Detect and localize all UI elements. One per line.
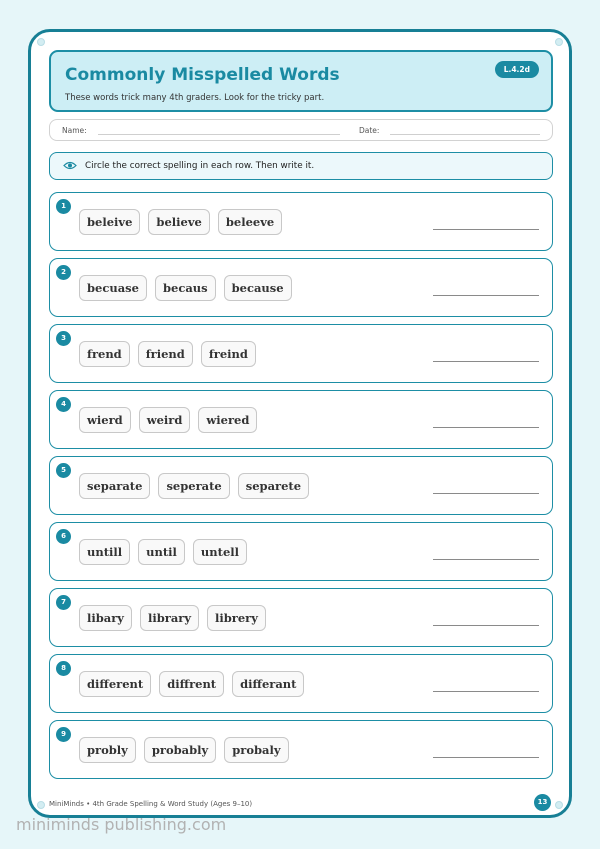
spelling-option[interactable]: wiered — [198, 407, 257, 433]
word-row — [49, 522, 553, 581]
word-row — [49, 720, 553, 779]
word-row — [49, 192, 553, 251]
date-field[interactable] — [390, 134, 540, 135]
spelling-option[interactable]: frend — [79, 341, 130, 367]
name-label: Name: — [62, 126, 87, 135]
answer-line[interactable] — [433, 361, 539, 362]
spelling-option[interactable]: separate — [79, 473, 150, 499]
corner-dot — [37, 801, 45, 809]
page-subtitle: These words trick many 4th graders. Look for the tricky part. — [65, 93, 325, 103]
spelling-options — [79, 341, 256, 367]
corner-dot — [555, 801, 563, 809]
spelling-option[interactable]: freind — [201, 341, 256, 367]
spelling-option[interactable]: untell — [193, 539, 247, 565]
page-title: Commonly Misspelled Words — [65, 65, 340, 85]
spelling-option[interactable]: librery — [207, 605, 266, 631]
spelling-option[interactable]: friend — [138, 341, 193, 367]
spelling-option[interactable]: beleeve — [218, 209, 282, 235]
answer-line[interactable] — [433, 229, 539, 230]
row-number: 3 — [56, 331, 71, 346]
word-row — [49, 654, 553, 713]
word-row — [49, 258, 553, 317]
page-number: 13 — [534, 794, 551, 811]
answer-line[interactable] — [433, 295, 539, 296]
spelling-option[interactable]: believe — [148, 209, 209, 235]
instruction-box — [49, 152, 553, 180]
answer-line[interactable] — [433, 691, 539, 692]
row-number: 7 — [56, 595, 71, 610]
row-number: 4 — [56, 397, 71, 412]
answer-line[interactable] — [433, 559, 539, 560]
row-number: 9 — [56, 727, 71, 742]
word-row — [49, 324, 553, 383]
corner-dot — [555, 38, 563, 46]
spelling-option[interactable]: library — [140, 605, 199, 631]
spelling-option[interactable]: probly — [79, 737, 136, 763]
spelling-options — [79, 671, 304, 697]
name-field[interactable] — [98, 134, 340, 135]
answer-line[interactable] — [433, 625, 539, 626]
spelling-option[interactable]: diffrent — [159, 671, 224, 697]
row-number: 2 — [56, 265, 71, 280]
name-date-bar — [49, 119, 553, 141]
row-number: 1 — [56, 199, 71, 214]
row-number: 8 — [56, 661, 71, 676]
instruction-text: Circle the correct spelling in each row. Then write it. — [85, 161, 315, 171]
spelling-option[interactable]: different — [79, 671, 151, 697]
spelling-options — [79, 473, 309, 499]
footer-text: MiniMinds • 4th Grade Spelling & Word Study (Ages 9–10) — [49, 800, 253, 808]
word-row — [49, 588, 553, 647]
spelling-option[interactable]: separete — [238, 473, 309, 499]
eye-icon — [63, 161, 77, 170]
worksheet-header — [49, 50, 553, 112]
spelling-option[interactable]: weird — [139, 407, 191, 433]
spelling-option[interactable]: becuase — [79, 275, 147, 301]
spelling-options — [79, 605, 266, 631]
answer-line[interactable] — [433, 757, 539, 758]
spelling-option[interactable]: until — [138, 539, 185, 565]
worksheet-page — [28, 29, 572, 818]
spelling-option[interactable]: differant — [232, 671, 304, 697]
spelling-option[interactable]: probably — [144, 737, 216, 763]
spelling-option[interactable]: wierd — [79, 407, 131, 433]
word-row — [49, 390, 553, 449]
spelling-options — [79, 209, 282, 235]
watermark: miniminds publishing.com — [16, 815, 227, 834]
spelling-options — [79, 407, 257, 433]
word-row — [49, 456, 553, 515]
spelling-option[interactable]: seperate — [158, 473, 229, 499]
spelling-options — [79, 275, 292, 301]
spelling-option[interactable]: untill — [79, 539, 130, 565]
row-number: 5 — [56, 463, 71, 478]
spelling-options — [79, 737, 289, 763]
spelling-options — [79, 539, 247, 565]
spelling-option[interactable]: because — [224, 275, 292, 301]
answer-line[interactable] — [433, 427, 539, 428]
spelling-option[interactable]: probaly — [224, 737, 288, 763]
answer-line[interactable] — [433, 493, 539, 494]
spelling-option[interactable]: becaus — [155, 275, 216, 301]
spelling-option[interactable]: libary — [79, 605, 132, 631]
corner-dot — [37, 38, 45, 46]
date-label: Date: — [359, 126, 380, 135]
standard-badge: L.4.2d — [495, 61, 539, 78]
row-number: 6 — [56, 529, 71, 544]
spelling-option[interactable]: beleive — [79, 209, 140, 235]
